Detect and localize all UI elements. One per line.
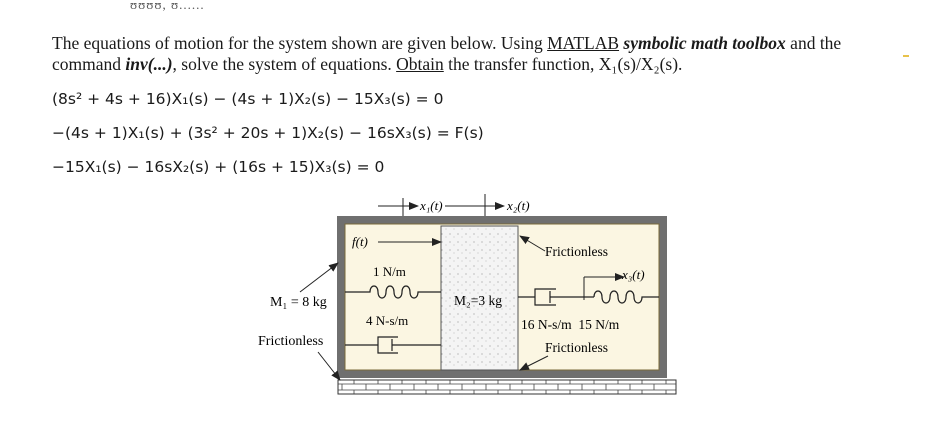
label-x1: x₁(t) xyxy=(420,198,443,213)
matlab-term: MATLAB xyxy=(547,33,620,53)
label-damper2-spring2: 16 N-s/m 15 N/m xyxy=(521,317,620,332)
label-x3: x₃(t) xyxy=(622,267,645,282)
ground xyxy=(338,380,676,394)
label-spring1: 1 N/m xyxy=(373,264,406,279)
label-m1: M₁ = 8 kg xyxy=(270,295,327,310)
equation-3: −15X₁(s) − 16sX₂(s) + (16s + 15)X₃(s) = 0 xyxy=(52,158,385,176)
equation-1: (8s² + 4s + 16)X₁(s) − (4s + 1)X₂(s) − 15X₃(s) = 0 xyxy=(52,90,444,108)
equation-2: −(4s + 1)X₁(s) + (3s² + 20s + 1)X₂(s) − 16sX₃(s) = F(s) xyxy=(52,124,484,142)
label-frictionless-top: Frictionless xyxy=(545,244,608,259)
label-damper1: 4 N-s/m xyxy=(366,313,409,328)
label-force: f(t) xyxy=(352,234,368,249)
inv-command: inv(...) xyxy=(125,54,173,74)
pointer-frictionless-left xyxy=(318,352,340,380)
problem-statement: The equations of motion for the system shown are given below. Using MATLAB symbolic math toolbox and the command inv(...), solve the system of equations. Obtain the transfer function, X₁(s)/X₂(s). xyxy=(52,33,842,74)
label-frictionless-bottom: Frictionless xyxy=(545,340,608,355)
pointer-m1 xyxy=(300,263,338,292)
obtain-term: Obtain xyxy=(396,54,444,74)
label-frictionless-left: Frictionless xyxy=(258,334,324,349)
label-m2: M₂=3 kg xyxy=(454,293,502,308)
toolbox-term: symbolic math toolbox xyxy=(623,33,786,53)
label-x2: x₂(t) xyxy=(507,198,530,213)
cropped-header-text: ʊʊʊʊ, ʊ...... xyxy=(130,0,205,12)
